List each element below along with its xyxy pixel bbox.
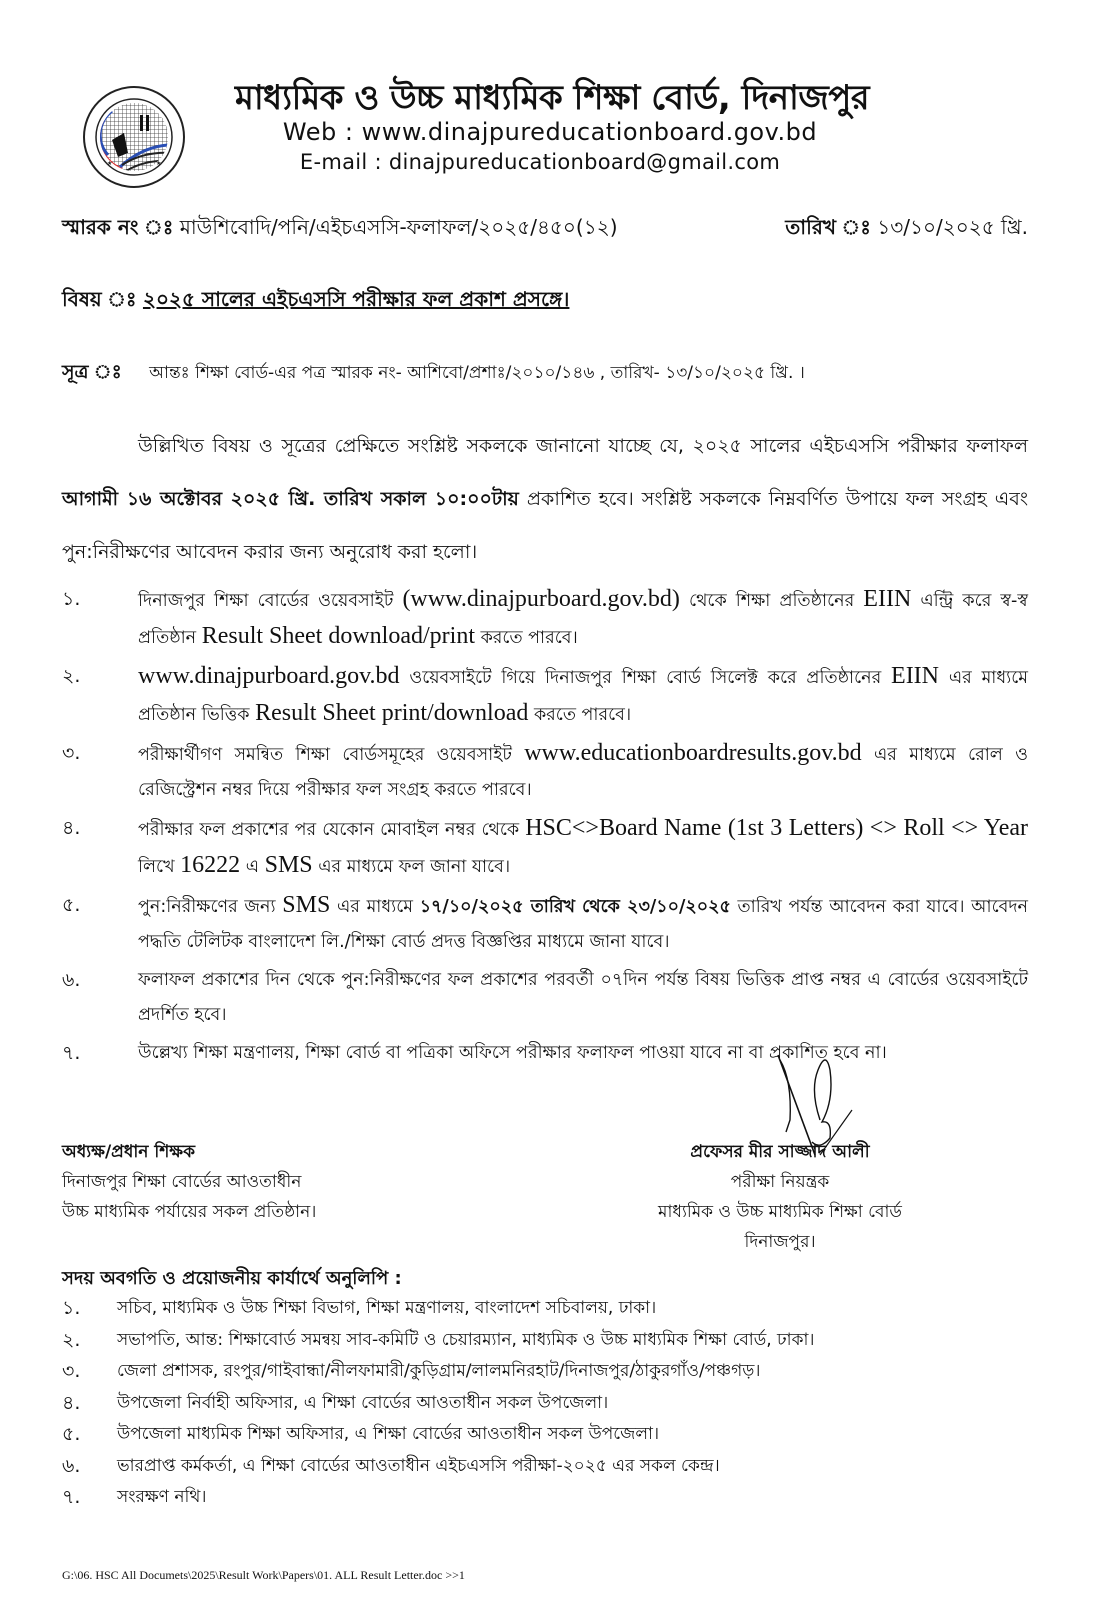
board-name-heading: মাধ্যমিক ও উচ্চ মাধ্যমিক শিক্ষা বোর্ড, দিনাজপুর [234, 78, 870, 118]
cc-text: উপজেলা মাধ্যমিক শিক্ষা অফিসার, এ শিক্ষা বোর্ডের আওতাধীন সকল উপজেলা। [117, 1424, 660, 1444]
instruction-item [62, 582, 1028, 656]
instructions-list [62, 582, 1028, 1074]
item-number: ৭. [62, 1042, 81, 1064]
item-text: এর মাধ্যমে [330, 897, 420, 917]
recipient-line2: উচ্চ মাধ্যমিক পর্যায়ের সকল প্রতিষ্ঠান। [62, 1202, 317, 1222]
sender-designation: পরীক্ষা নিয়ন্ত্রক [730, 1172, 830, 1192]
item-text-en: EIIN [891, 663, 940, 689]
cc-number: ১. [62, 1297, 81, 1319]
item-number: ৩. [62, 742, 81, 764]
instruction-item [62, 963, 1028, 1033]
item-url: www.educationboardresults.gov.bd [524, 740, 862, 766]
body-bold-datetime: আগামী ১৬ অক্টোবর ২০২৫ খ্রি. তারিখ সকাল ১০:০০টায় [62, 488, 519, 510]
body-part1: উল্লিখিত বিষয় ও সূত্রের প্রেক্ষিতে সংশ্লিষ্ট সকলকে জানানো যাচ্ছে যে, ২০২৫ সালের এইচএসসি পরীক্ষার ফলাফল [138, 435, 1028, 457]
memo-label: স্মারক নং ঃ [62, 215, 174, 239]
sms-shortcode: 16222 [180, 852, 241, 878]
item-text-en: SMS [264, 852, 313, 878]
svg-text:★: ★ [107, 160, 113, 167]
cc-item [62, 1482, 1062, 1514]
reference-label: সূত্র ঃ [62, 361, 122, 383]
item-url: (www.dinajpurboard.gov.bd) [402, 586, 680, 612]
item-text-en: Result Sheet download/print [201, 623, 475, 649]
cc-text: সচিব, মাধ্যমিক ও উচ্চ শিক্ষা বিভাগ, শিক্ষা মন্ত্রণালয়, বাংলাদেশ সচিবালয়, ঢাকা। [117, 1298, 657, 1318]
subject-label: বিষয় ঃ [62, 287, 137, 311]
body-paragraph [62, 420, 1028, 579]
cc-item [62, 1356, 1062, 1388]
item-url: www.dinajpurboard.gov.bd [138, 663, 400, 689]
item-text: পরীক্ষার ফল প্রকাশের পর যেকোন মোবাইল নম্বর থেকে [138, 820, 526, 840]
instruction-item [62, 1036, 1028, 1071]
board-seal-icon [82, 85, 186, 189]
sms-format: HSC<>Board Name (1st 3 Letters) <> Roll <> Year [525, 815, 1028, 841]
cc-text: জেলা প্রশাসক, রংপুর/গাইবান্ধা/নীলফামারী/কুড়িগ্রাম/লালমনিরহাট/দিনাজপুর/ঠাকুরগাঁও/পঞ্চগড়। [117, 1361, 761, 1381]
cc-text: সভাপতি, আন্ত: শিক্ষাবোর্ড সমন্বয় সাব-কমিটি ও চেয়ারম্যান, মাধ্যমিক ও উচ্চ মাধ্যমিক শিক্ষা বোর্ড, ঢাকা। [117, 1329, 815, 1350]
item-text: করতে পারবে। [475, 628, 578, 648]
instruction-item [62, 888, 1028, 960]
memo-date-group [785, 213, 1028, 246]
cc-text: ভারপ্রাপ্ত কর্মকর্তা, এ শিক্ষা বোর্ডের আওতাধীন এইচএসসি পরীক্ষা-২০২৫ এর সকল কেন্দ্র। [117, 1455, 720, 1476]
item-text: ফলাফল প্রকাশের দিন থেকে পুন:নিরীক্ষণের ফল প্রকাশের পরবর্তী ০৭দিন পর্যন্ত বিষয় ভিত্তিক প্রাপ্ত নম্বর এ বোর্ডের ওয়েবসাইটে প্রদর্শিত হবে। [138, 970, 1028, 1025]
item-number: ১. [62, 588, 81, 610]
item-text: উল্লেখ্য শিক্ষা মন্ত্রণালয়, শিক্ষা বোর্ড বা পত্রিকা অফিসে পরীক্ষার ফলাফল পাওয়া যাবে না বা প্রকাশিত হবে না। [138, 1043, 887, 1063]
subject-line [62, 285, 569, 318]
cc-text: উপজেলা নির্বাহী অফিসার, এ শিক্ষা বোর্ডের আওতাধীন সকল উপজেলা। [117, 1392, 609, 1413]
memo-number: মাউশিবোদি/পনি/এইচএসসি-ফলাফল/২০২৫/৪৫০(১২) [179, 215, 618, 239]
cc-number: ৩. [62, 1360, 81, 1382]
cc-item [62, 1388, 1062, 1420]
item-text: ওয়েবসাইটে গিয়ে দিনাজপুর শিক্ষা বোর্ড সিলেক্ট করে প্রতিষ্ঠানের [399, 668, 892, 688]
item-text: লিখে [138, 857, 181, 877]
cc-number: ৪. [62, 1391, 81, 1414]
cc-number: ২. [62, 1328, 81, 1351]
reference-line [62, 358, 805, 390]
item-text: এর মাধ্যমে ফল জানা যাবে। [312, 857, 511, 877]
file-path-footer: G:\06. HSC All Documets\2025\Result Work\Papers\01. ALL Result Letter.doc >>1 [62, 1568, 465, 1582]
item-number: ২. [62, 665, 81, 687]
cc-title: সদয় অবগতি ও প্রয়োজনীয় কার্যার্থে অনুলিপি : [62, 1268, 402, 1289]
sender-block [600, 1137, 960, 1257]
recipient-line1: দিনাজপুর শিক্ষা বোর্ডের আওতাধীন [62, 1172, 302, 1192]
item-text: তারিখ পর্যন্ত আবেদন করা যাবে। আবেদন পদ্ধতি টেলিটক বাংলাদেশ লি./শিক্ষা বোর্ড প্রদত্ত বিজ্ঞপ্তির মাধ্যমে জানা যাবে। [138, 897, 1028, 952]
instruction-item [62, 659, 1028, 733]
instruction-item [62, 736, 1028, 808]
instruction-item [62, 811, 1028, 885]
subject-text: ২০২৫ সালের এইচএসসি পরীক্ষার ফল প্রকাশ প্রসঙ্গে। [142, 287, 570, 311]
memo-date: ১৩/১০/২০২৫ খ্রি. [877, 215, 1028, 239]
item-text: এর মাধ্যমে রোল ও রেজিস্ট্রেশন নম্বর দিয়ে পরীক্ষার ফল সংগ্রহ করতে পারবে। [138, 745, 1028, 800]
item-text: করতে পারবে। [528, 705, 632, 725]
recheck-date-range: ১৭/১০/২০২৫ তারিখ থেকে ২৩/১০/২০২৫ [419, 897, 731, 917]
cc-number: ৬. [62, 1454, 81, 1477]
recipient-block [62, 1137, 316, 1227]
sender-city: দিনাজপুর। [744, 1232, 816, 1252]
email-line: E-mail : dinajpureducationboard@gmail.com [299, 150, 781, 174]
item-number: ৪. [62, 817, 81, 839]
item-text: এন্ট্রি করে স্ব-স্ব প্রতিষ্ঠান [138, 591, 1029, 648]
item-text: পরীক্ষার্থীগণ সমন্বিত শিক্ষা বোর্ডসমূহের ওয়েবসাইট [138, 745, 525, 765]
cc-item [62, 1293, 1062, 1325]
body-part2: প্রকাশিত হবে। সংশ্লিষ্ট সকলকে নিম্নবর্ণিত উপায়ে ফল সংগ্রহ এবং পুন:নিরীক্ষণের আবেদন করার জন্য অনুরোধ করা হলো। [62, 488, 1029, 563]
item-text: দিনাজপুর শিক্ষা বোর্ডের ওয়েবসাইট [138, 591, 403, 611]
memo-row [62, 213, 1028, 246]
recipient-title: অধ্যক্ষ/প্রধান শিক্ষক [62, 1142, 195, 1162]
item-text: থেকে শিক্ষা প্রতিষ্ঠানের [679, 591, 864, 611]
cc-text: সংরক্ষণ নথি। [117, 1487, 207, 1507]
sender-name: প্রফেসর মীর সাজ্জাদ আলী [690, 1142, 870, 1162]
item-text: পুন:নিরীক্ষণের জন্য [138, 897, 283, 917]
cc-number: ৫. [62, 1423, 81, 1445]
item-text: এর মাধ্যমে প্রতিষ্ঠান ভিত্তিক [138, 668, 1028, 725]
item-text-en: EIIN [863, 586, 912, 612]
reference-text: আন্তঃ শিক্ষা বোর্ড-এর পত্র স্মারক নং- আশিবো/প্রশাঃ/২০১০/১৪৬ , তারিখ- ১৩/১০/২০২৫ খ্রি. । [149, 363, 805, 383]
date-label: তারিখ ঃ [785, 215, 871, 239]
item-number: ৬. [62, 969, 81, 991]
item-text-en: SMS [282, 892, 331, 918]
sender-office: মাধ্যমিক ও উচ্চ মাধ্যমিক শিক্ষা বোর্ড [658, 1202, 902, 1222]
website-line: Web : www.dinajpureducationboard.gov.bd [282, 118, 818, 146]
cc-item [62, 1419, 1062, 1451]
item-text: এ [240, 857, 265, 877]
item-text-en: Result Sheet print/download [255, 700, 529, 726]
item-number: ৫. [62, 894, 81, 916]
cc-item [62, 1325, 1062, 1357]
svg-text:★: ★ [156, 160, 162, 167]
cc-number: ৭. [62, 1486, 81, 1508]
cc-item [62, 1451, 1062, 1483]
cc-list [62, 1293, 1062, 1514]
